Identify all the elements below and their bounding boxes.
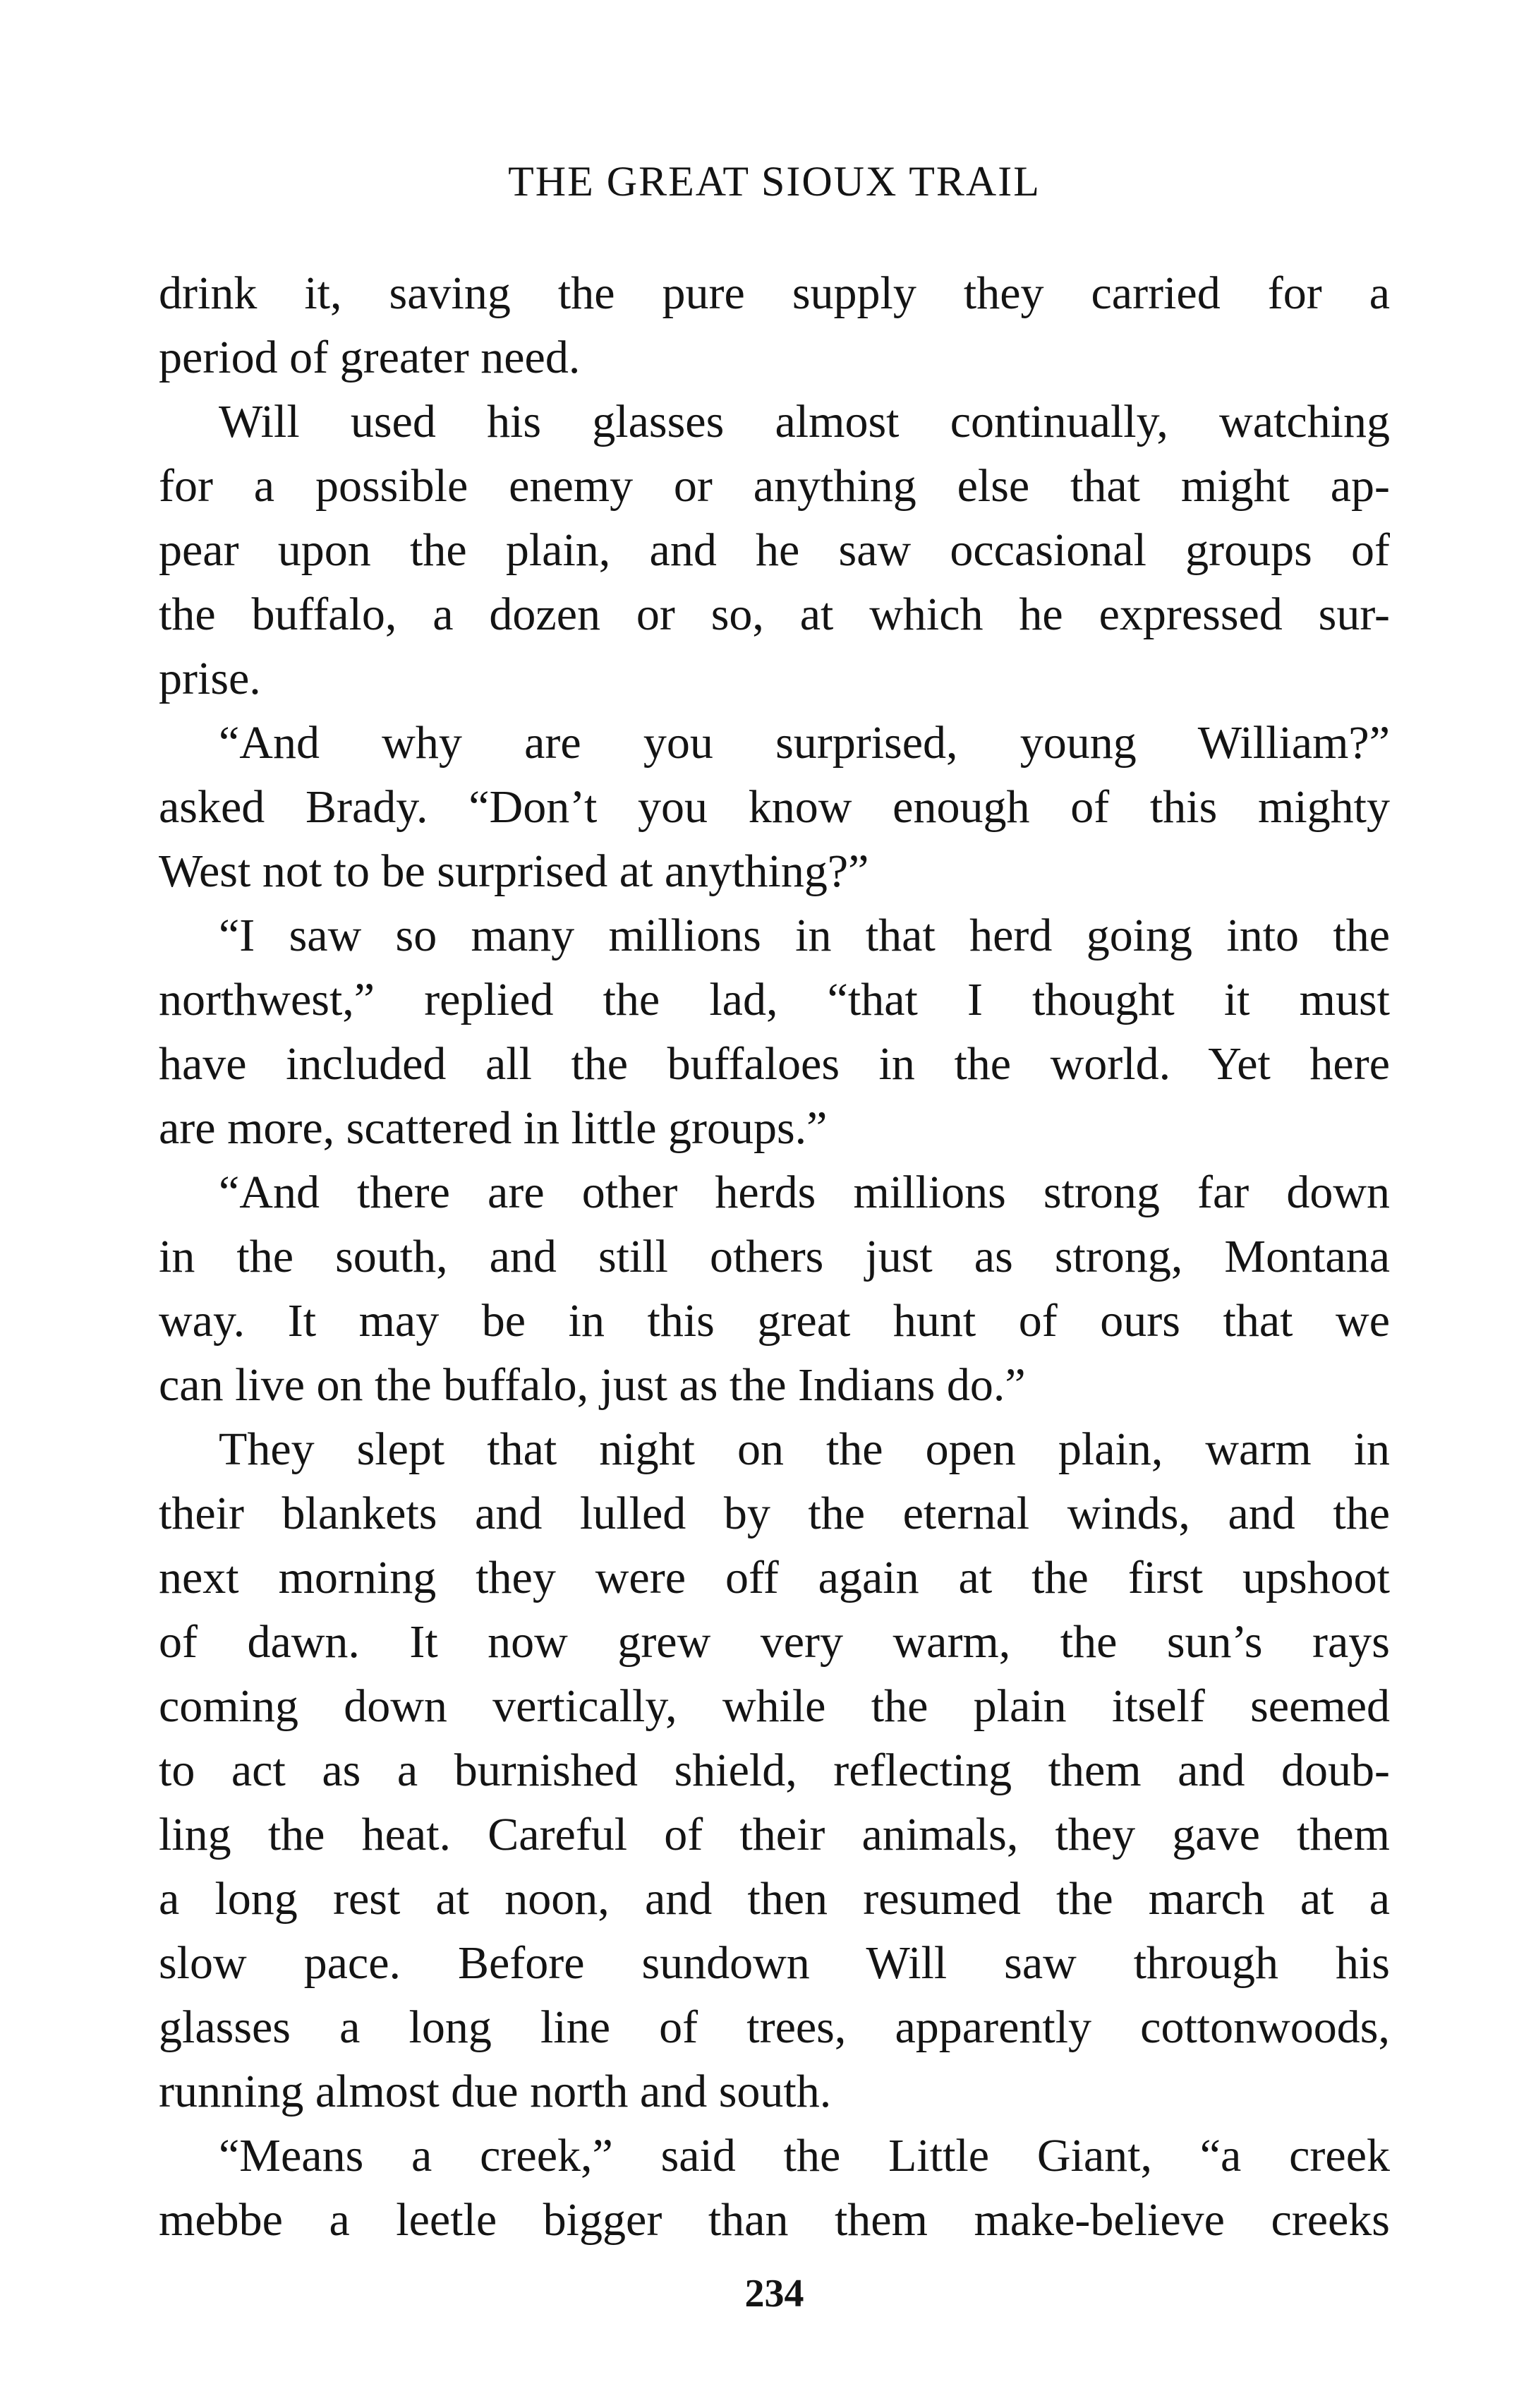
text-line: “And there are other herds millions strong far down <box>219 1167 1390 1218</box>
text-line: to act as a burnished shield, reflecting them and doub- <box>159 1745 1390 1796</box>
text-line: mebbe a leetle bigger than them make-believe creeks <box>159 2194 1390 2246</box>
text-line: way. It may be in this great hunt of ours that we <box>159 1295 1390 1347</box>
page-number: 234 <box>744 2272 804 2316</box>
text-line: “I saw so many millions in that herd going into the <box>219 910 1390 961</box>
text-line: period of greater need. <box>159 332 581 383</box>
text-line: of dawn. It now grew very warm, the sun’s rays <box>159 1616 1390 1668</box>
text-line: They slept that night on the open plain, warm in <box>219 1423 1390 1475</box>
text-line: for a possible enemy or anything else that might ap- <box>159 460 1390 512</box>
text-line: northwest,” replied the lad, “that I thought it must <box>159 974 1390 1025</box>
text-line: coming down vertically, while the plain itself seemed <box>159 1680 1390 1732</box>
running-head: THE GREAT SIOUX TRAIL <box>508 158 1041 205</box>
text-line: Will used his glasses almost continually, watching <box>219 396 1390 447</box>
text-line: pear upon the plain, and he saw occasional groups of <box>159 524 1390 576</box>
text-line: West not to be surprised at anything?” <box>159 845 869 897</box>
text-line: prise. <box>159 653 261 704</box>
text-line: can live on the buffalo, just as the Indians do.” <box>159 1359 1026 1411</box>
book-page <box>159 0 1390 2408</box>
body-text <box>159 261 1390 2252</box>
text-line: running almost due north and south. <box>159 2066 832 2117</box>
text-line: “And why are you surprised, young William?” <box>219 717 1390 769</box>
text-line: a long rest at noon, and then resumed the march at a <box>159 1873 1390 1925</box>
text-line: asked Brady. “Don’t you know enough of this mighty <box>159 781 1390 833</box>
text-line: next morning they were off again at the first upshoot <box>159 1552 1390 1603</box>
text-line: the buffalo, a dozen or so, at which he expressed sur- <box>159 589 1390 640</box>
text-line: drink it, saving the pure supply they carried for a <box>159 267 1390 319</box>
text-line: slow pace. Before sundown Will saw through his <box>159 1937 1390 1989</box>
text-line: in the south, and still others just as strong, Montana <box>159 1231 1390 1282</box>
text-line: “Means a creek,” said the Little Giant, “a creek <box>219 2130 1390 2181</box>
text-line: ling the heat. Careful of their animals, they gave them <box>159 1809 1390 1860</box>
text-line: have included all the buffaloes in the world. Yet here <box>159 1038 1390 1090</box>
text-line: glasses a long line of trees, apparently cottonwoods, <box>159 2001 1390 2053</box>
text-line: their blankets and lulled by the eternal winds, and the <box>159 1488 1390 1539</box>
text-line: are more, scattered in little groups.” <box>159 1102 828 1154</box>
